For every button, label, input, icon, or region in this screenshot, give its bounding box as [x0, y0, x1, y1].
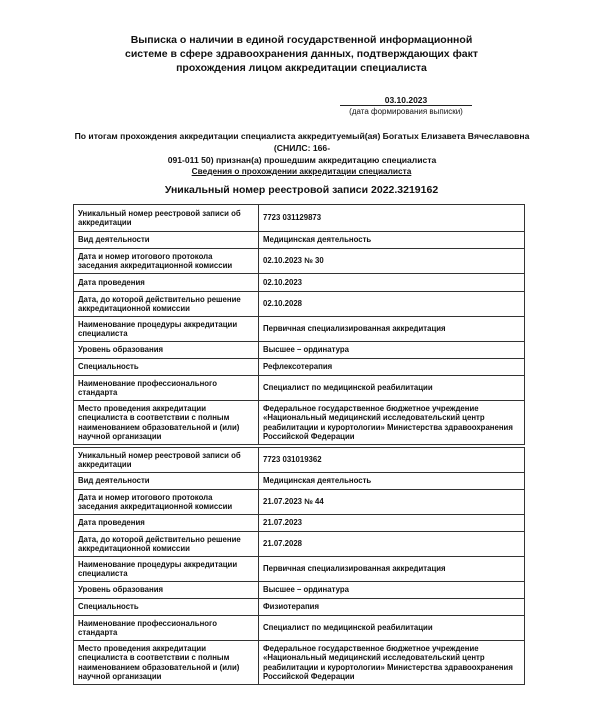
label-cell: Уровень образования: [74, 342, 259, 359]
date-caption: (дата формирования выписки): [349, 107, 463, 116]
label-cell: Уровень образования: [74, 582, 259, 599]
label-cell: Вид деятельности: [74, 473, 259, 490]
intro-line: По итогам прохождения аккредитации специалиста аккредитуемый(ая) Богатых Елизавета Вячеславовна (СНИЛС: 166-: [74, 131, 530, 153]
value-cell: 7723 031129873: [259, 205, 525, 232]
row-education: [74, 342, 525, 359]
label-cell: Дата, до которой действительно решение аккредитационной комиссии: [74, 292, 259, 317]
label-cell: Дата и номер итогового протокола заседания аккредитационной комиссии: [74, 249, 259, 274]
intro-paragraph: [62, 130, 542, 166]
value-cell: 02.10.2028: [259, 292, 525, 317]
row-valid-until: [74, 292, 525, 317]
label-cell: Наименование профессионального стандарта: [74, 376, 259, 401]
label-cell: Место проведения аккредитации специалиста в соответствии с полным наименованием образовательной и (или) научной организации: [74, 641, 259, 685]
row-activity: [74, 232, 525, 249]
title-line: Выписка о наличии в единой государственной информационной: [130, 34, 473, 46]
row-reg-no: [74, 205, 525, 232]
row-specialty: [74, 359, 525, 376]
record-table: [73, 204, 525, 445]
value-cell: Высшее – ординатура: [259, 342, 525, 359]
value-cell: 21.07.2023: [259, 515, 525, 532]
label-cell: Дата, до которой действительно решение аккредитационной комиссии: [74, 532, 259, 557]
row-protocol: [74, 249, 525, 274]
label-cell: Вид деятельности: [74, 232, 259, 249]
label-cell: Наименование процедуры аккредитации специалиста: [74, 557, 259, 582]
row-procedure: [74, 317, 525, 342]
date-underline: [340, 105, 472, 106]
record-table: [73, 447, 525, 685]
value-cell: Первичная специализированная аккредитация: [259, 557, 525, 582]
label-cell: Дата проведения: [74, 274, 259, 292]
label-cell: Специальность: [74, 599, 259, 616]
value-cell: Федеральное государственное бюджетное учреждение «Национальный медицинский исследовательский центр реабилитации и курортологии» Министерства здравоохранения Российской Федерации: [259, 401, 525, 445]
value-cell: 21.07.2023 № 44: [259, 490, 525, 515]
row-place: [74, 401, 525, 445]
date-block: [340, 95, 472, 117]
title-line: системе в сфере здравоохранения данных, подтверждающих факт: [124, 48, 478, 60]
value-cell: Высшее – ординатура: [259, 582, 525, 599]
row-date: [74, 274, 525, 292]
intro-line: 091-011 50) признан(а) прошедшим аккредитацию специалиста: [167, 155, 437, 165]
registry-title: Уникальный номер реестровой записи 2022.3219162: [164, 184, 439, 196]
row-reg-no: [74, 448, 525, 473]
value-cell: Рефлексотерапия: [259, 359, 525, 376]
label-cell: Специальность: [74, 359, 259, 376]
label-cell: Дата проведения: [74, 515, 259, 532]
label-cell: Дата и номер итогового протокола заседания аккредитационной комиссии: [74, 490, 259, 515]
label-cell: Место проведения аккредитации специалиста в соответствии с полным наименованием образовательной и (или) научной организации: [74, 401, 259, 445]
value-cell: Физиотерапия: [259, 599, 525, 616]
value-cell: Медицинская деятельность: [259, 473, 525, 490]
value-cell: 02.10.2023: [259, 274, 525, 292]
value-cell: 02.10.2023 № 30: [259, 249, 525, 274]
row-standard: [74, 616, 525, 641]
row-specialty: [74, 599, 525, 616]
value-cell: 7723 031019362: [259, 448, 525, 473]
label-cell: Уникальный номер реестровой записи об аккредитации: [74, 448, 259, 473]
section-title: Сведения о прохождении аккредитации специалиста: [191, 166, 412, 176]
row-education: [74, 582, 525, 599]
label-cell: Наименование процедуры аккредитации специалиста: [74, 317, 259, 342]
value-cell: Первичная специализированная аккредитация: [259, 317, 525, 342]
value-cell: Специалист по медицинской реабилитации: [259, 616, 525, 641]
label-cell: Уникальный номер реестровой записи об аккредитации: [74, 205, 259, 232]
value-cell: Медицинская деятельность: [259, 232, 525, 249]
row-date: [74, 515, 525, 532]
document-title: [0, 33, 603, 75]
label-cell: Наименование профессионального стандарта: [74, 616, 259, 641]
row-valid-until: [74, 532, 525, 557]
value-cell: 21.07.2028: [259, 532, 525, 557]
extract-date: 03.10.2023: [384, 95, 428, 105]
row-standard: [74, 376, 525, 401]
title-line: прохождения лицом аккредитации специалиста: [176, 62, 427, 74]
row-activity: [74, 473, 525, 490]
row-procedure: [74, 557, 525, 582]
value-cell: Специалист по медицинской реабилитации: [259, 376, 525, 401]
row-place: [74, 641, 525, 685]
row-protocol: [74, 490, 525, 515]
value-cell: Федеральное государственное бюджетное учреждение «Национальный медицинский исследовательский центр реабилитации и курортологии» Министерства здравоохранения Российской Федерации: [259, 641, 525, 685]
